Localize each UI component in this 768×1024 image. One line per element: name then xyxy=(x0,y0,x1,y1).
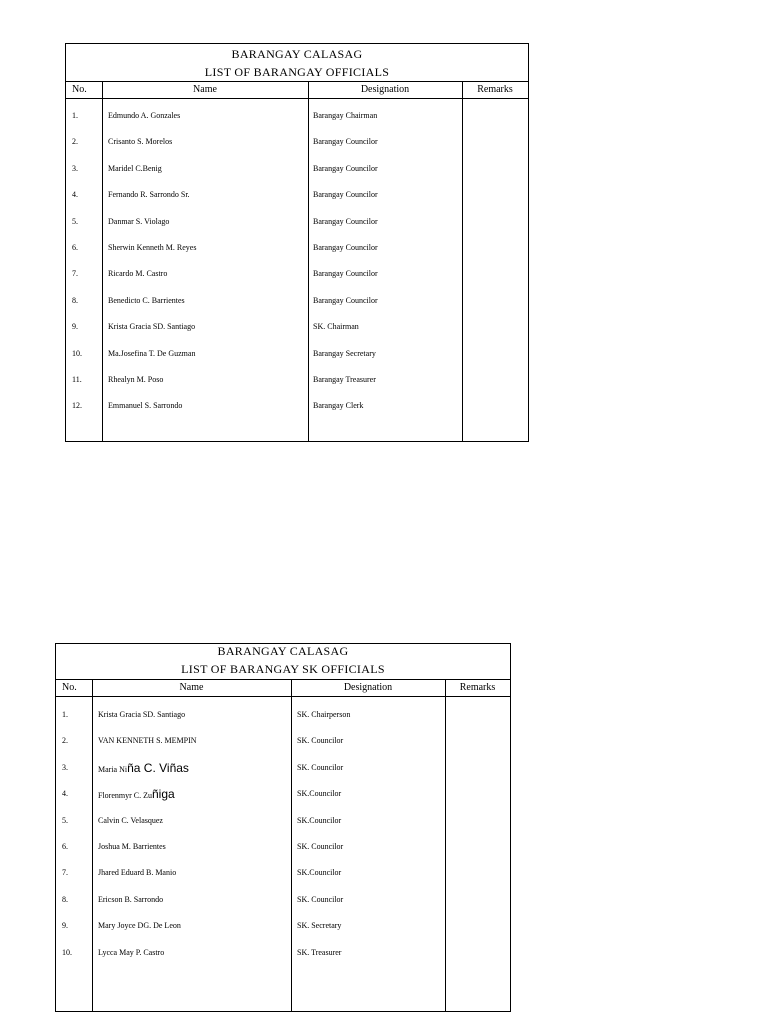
official-designation: SK. Chairperson xyxy=(297,710,351,719)
table-header xyxy=(56,679,510,697)
official-designation: Barangay Councilor xyxy=(313,295,378,305)
table-row xyxy=(56,918,510,934)
official-name-part: Lycca May P. Castro xyxy=(98,947,165,957)
row-number: 12. xyxy=(72,401,82,411)
row-number: 2. xyxy=(62,736,68,746)
official-designation: Barangay Secretary xyxy=(313,348,376,358)
header-remarks: Remarks xyxy=(459,682,496,693)
official-designation: SK. Secretary xyxy=(297,921,342,931)
official-name-part: VAN KENNETH S. MEMPIN xyxy=(98,736,197,746)
official-designation: SK.Councilor xyxy=(297,868,342,878)
table-row xyxy=(56,865,510,881)
official-designation: Barangay Clerk xyxy=(313,401,364,411)
official-name-part: Krista Gracia SD. Santiago xyxy=(98,710,186,719)
row-number: 1. xyxy=(62,710,68,719)
official-designation: Barangay Councilor xyxy=(313,190,378,200)
official-name-part: Mary Joyce DG. De Leon xyxy=(98,921,181,931)
table-row xyxy=(56,760,510,776)
official-name: Sherwin Kenneth M. Reyes xyxy=(108,243,197,252)
official-name: Krista Gracia SD. Santiago xyxy=(108,322,196,332)
row-number: 9. xyxy=(72,322,78,332)
official-name-part: Jhared Eduard B. Manio xyxy=(98,868,177,878)
row-number: 3. xyxy=(72,163,78,173)
row-number: 11. xyxy=(72,375,82,384)
table-row xyxy=(56,707,510,723)
official-name: Danmar S. Violago xyxy=(108,216,170,226)
official-designation: Barangay Councilor xyxy=(313,216,378,226)
header-no: No. xyxy=(72,84,87,95)
row-number: 7. xyxy=(62,868,68,878)
table-row xyxy=(66,266,528,282)
official-designation: SK.Councilor xyxy=(297,815,342,825)
official-name: Rhealyn M. Poso xyxy=(108,375,164,384)
table-row xyxy=(56,813,510,829)
header-no: No. xyxy=(62,682,77,693)
header-designation: Designation xyxy=(360,84,410,95)
official-designation: Barangay Chairman xyxy=(313,111,378,120)
official-name xyxy=(98,786,175,804)
row-number: 10. xyxy=(62,947,72,957)
table-row xyxy=(56,945,510,961)
table-header xyxy=(66,81,528,99)
official-name-part: ña C. Viñas xyxy=(127,760,189,775)
table-row xyxy=(66,372,528,388)
official-name xyxy=(98,892,163,908)
official-name: Emmanuel S. Sarrondo xyxy=(108,401,183,411)
official-name: Ma.Josefina T. De Guzman xyxy=(108,348,196,358)
official-name-part: Joshua M. Barrientes xyxy=(98,842,166,851)
official-name-part: Florenmyr C. Zu xyxy=(98,791,152,801)
official-name xyxy=(98,707,185,723)
header-designation: Designation xyxy=(343,682,393,693)
row-number: 3. xyxy=(62,762,68,772)
row-number: 5. xyxy=(62,815,68,825)
table-row xyxy=(66,187,528,203)
official-name: Maridel C.Benig xyxy=(108,163,162,173)
official-designation: Barangay Treasurer xyxy=(313,375,376,384)
official-name: Ricardo M. Castro xyxy=(108,269,168,279)
official-name xyxy=(98,865,176,881)
table-row xyxy=(66,398,528,414)
table-subtitle: LIST OF BARANGAY SK OFFICIALS xyxy=(181,662,385,676)
row-number: 5. xyxy=(72,216,78,226)
official-name xyxy=(98,733,197,749)
official-designation: Barangay Councilor xyxy=(313,269,378,279)
official-name-part: Maria Ni xyxy=(98,764,128,774)
official-name-part: Ericson B. Sarrondo xyxy=(98,894,164,904)
table-subtitle: LIST OF BARANGAY OFFICIALS xyxy=(204,65,390,79)
official-name xyxy=(98,945,164,961)
table-row xyxy=(56,892,510,908)
row-number: 1. xyxy=(72,111,78,120)
official-name xyxy=(98,760,189,778)
official-name-part: ñiga xyxy=(152,787,175,802)
official-designation: SK. Councilor xyxy=(297,762,344,772)
official-designation: SK. Councilor xyxy=(297,842,344,851)
official-name-part: Calvin C. Velasquez xyxy=(98,815,163,825)
official-designation: Barangay Councilor xyxy=(313,243,378,252)
row-number: 10. xyxy=(72,348,82,358)
official-name: Edmundo A. Gonzales xyxy=(108,111,181,120)
table-row xyxy=(66,108,528,124)
row-number: 9. xyxy=(62,921,68,931)
official-designation: SK. Councilor xyxy=(297,736,344,746)
official-name: Benedicto C. Barrientes xyxy=(108,295,185,305)
official-name xyxy=(98,918,181,934)
row-number: 6. xyxy=(72,243,78,252)
official-designation: Barangay Councilor xyxy=(313,163,378,173)
header-remarks: Remarks xyxy=(477,84,513,95)
table-row xyxy=(66,293,528,309)
header-name: Name xyxy=(179,682,204,693)
table-row xyxy=(66,214,528,230)
table-row xyxy=(56,786,510,802)
table-row xyxy=(66,346,528,362)
table-row xyxy=(66,161,528,177)
row-number: 4. xyxy=(72,190,78,200)
header-name: Name xyxy=(193,84,217,95)
official-name xyxy=(98,839,166,855)
row-number: 6. xyxy=(62,842,68,851)
officials-table xyxy=(65,43,529,442)
table-row xyxy=(66,319,528,335)
official-designation: SK. Chairman xyxy=(313,322,359,332)
official-name xyxy=(98,813,163,829)
table-row xyxy=(56,733,510,749)
row-number: 8. xyxy=(62,894,68,904)
table-title-barangay: BARANGAY CALASAG xyxy=(217,644,349,658)
official-designation: Barangay Councilor xyxy=(313,137,378,147)
official-designation: SK. Treasurer xyxy=(297,947,342,957)
row-number: 7. xyxy=(72,269,78,279)
sk-officials-table xyxy=(55,643,511,1012)
row-number: 2. xyxy=(72,137,78,147)
table-title-barangay: BARANGAY CALASAG xyxy=(231,47,363,61)
row-number: 4. xyxy=(62,789,68,799)
official-name: Fernando R. Sarrondo Sr. xyxy=(108,190,190,200)
table-row xyxy=(56,839,510,855)
official-name: Crisanto S. Morelos xyxy=(108,137,173,147)
official-designation: SK. Councilor xyxy=(297,894,344,904)
row-number: 8. xyxy=(72,295,78,305)
table-row xyxy=(66,134,528,150)
table-row xyxy=(66,240,528,256)
official-designation: SK.Councilor xyxy=(297,789,342,799)
